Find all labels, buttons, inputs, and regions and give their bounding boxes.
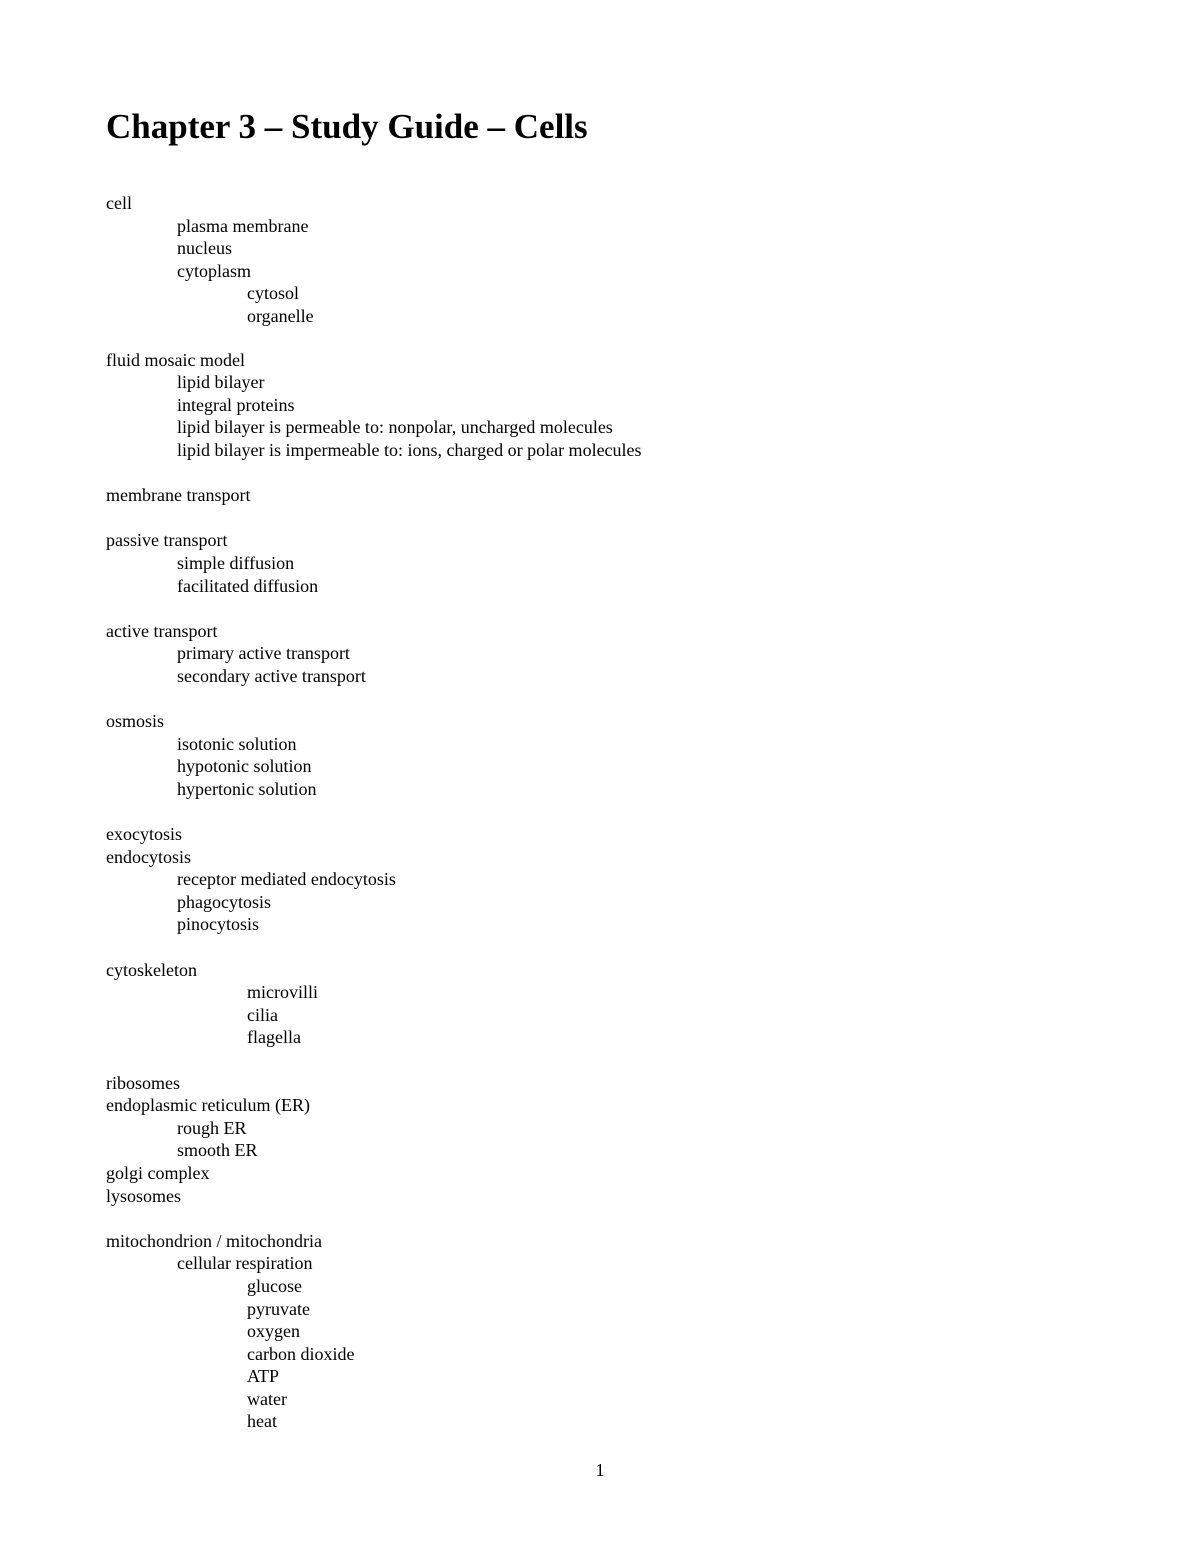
outline-subitem: microvilli: [247, 982, 318, 1003]
outline-item: rough ER: [177, 1117, 247, 1138]
spacer: [106, 328, 1106, 349]
outline-item: receptor mediated endocytosis: [177, 869, 396, 890]
outline-item: lipid bilayer: [177, 372, 265, 393]
outline-item: plasma membrane: [177, 215, 309, 236]
outline-subitem: cytosol: [247, 283, 299, 304]
outline-item: pinocytosis: [177, 914, 260, 935]
outline-item: cytoplasm: [177, 260, 251, 281]
spacer: [106, 687, 1106, 710]
spacer: [106, 1049, 1106, 1072]
section-heading: endoplasmic reticulum (ER): [106, 1095, 310, 1116]
section-heading: endocytosis: [106, 846, 191, 867]
spacer: [106, 1207, 1106, 1230]
outline-item: simple diffusion: [177, 552, 295, 573]
outline-subitem: ATP: [247, 1366, 280, 1387]
section-heading: osmosis: [106, 711, 165, 732]
section-mitochondria: [106, 1230, 1106, 1433]
section-heading: cytoskeleton: [106, 959, 197, 980]
spacer: [106, 507, 1106, 530]
outline-subitem: water: [247, 1388, 287, 1409]
spacer: [106, 800, 1106, 823]
section-heading: golgi complex: [106, 1162, 210, 1183]
section-heading: fluid mosaic model: [106, 349, 245, 370]
section-osmosis: [106, 710, 1106, 800]
spacer: [106, 597, 1106, 620]
outline-item: smooth ER: [177, 1140, 258, 1161]
page-number: 1: [595, 1460, 605, 1480]
section-heading: exocytosis: [106, 824, 182, 845]
outline-item: integral proteins: [177, 394, 295, 415]
outline-item: hypotonic solution: [177, 756, 312, 777]
outline-item: facilitated diffusion: [177, 575, 319, 596]
page-title: Chapter 3 – Study Guide – Cells: [106, 107, 588, 146]
outline-item: secondary active transport: [177, 665, 366, 686]
outline-subitem: organelle: [247, 305, 314, 326]
section-heading: mitochondrion / mitochondria: [106, 1230, 322, 1251]
study-guide-outline: [106, 192, 1106, 1433]
spacer: [106, 462, 1106, 485]
section-heading: cell: [106, 193, 132, 213]
outline-subitem: glucose: [247, 1275, 302, 1296]
section-cytosis: [106, 823, 1106, 936]
outline-subitem: cilia: [247, 1004, 278, 1025]
outline-item: cellular respiration: [177, 1253, 313, 1274]
section-heading: active transport: [106, 620, 218, 641]
outline-subitem: carbon dioxide: [247, 1343, 355, 1364]
outline-item: isotonic solution: [177, 733, 297, 754]
section-heading: membrane transport: [106, 485, 251, 506]
section-cytoskeleton: [106, 959, 1106, 1049]
outline-item: lipid bilayer is impermeable to: ions, charged or polar molecules: [177, 439, 642, 460]
outline-subitem: oxygen: [247, 1321, 300, 1342]
outline-item: primary active transport: [177, 643, 350, 664]
outline-subitem: heat: [247, 1411, 277, 1432]
outline-subitem: pyruvate: [247, 1298, 310, 1319]
section-fluid-mosaic-model: [106, 349, 1106, 462]
section-membrane-transport: [106, 484, 1106, 507]
section-passive-transport: [106, 529, 1106, 597]
outline-item: nucleus: [177, 238, 232, 259]
section-heading: ribosomes: [106, 1072, 180, 1093]
outline-item: lipid bilayer is permeable to: nonpolar, uncharged molecules: [177, 417, 613, 438]
section-organelles: [106, 1072, 1106, 1208]
section-active-transport: [106, 620, 1106, 688]
outline-item: phagocytosis: [177, 891, 271, 912]
section-heading: passive transport: [106, 530, 228, 551]
section-cell: [106, 192, 1106, 328]
outline-item: hypertonic solution: [177, 778, 317, 799]
outline-subitem: flagella: [247, 1027, 301, 1048]
section-heading: lysosomes: [106, 1185, 182, 1206]
spacer: [106, 936, 1106, 959]
